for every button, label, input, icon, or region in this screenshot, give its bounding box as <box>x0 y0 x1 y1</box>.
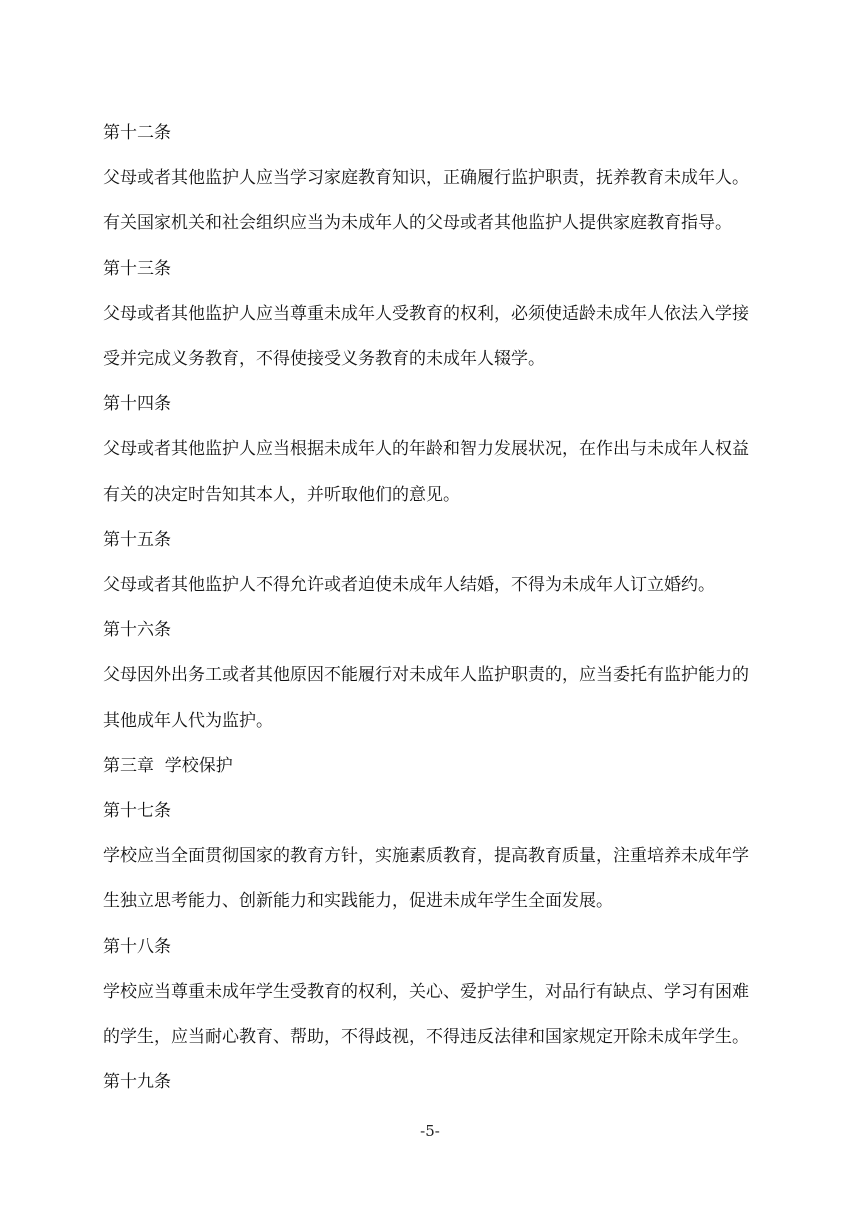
body-text-line: 学校应当尊重未成年学生受教育的权利，关心、爱护学生，对品行有缺点、学习有困难 <box>103 981 749 1002</box>
article-heading: 第十三条 <box>103 258 171 279</box>
body-text-line: 的学生，应当耐心教育、帮助，不得歧视，不得违反法律和国家规定开除未成年学生。 <box>103 1027 749 1048</box>
body-text-line: 受并完成义务教育，不得使接受义务教育的未成年人辍学。 <box>103 349 545 370</box>
article-heading: 第十五条 <box>103 529 171 550</box>
body-text-line: 有关国家机关和社会组织应当为未成年人的父母或者其他监护人提供家庭教育指导。 <box>103 213 732 234</box>
body-text-line: 父母或者其他监护人应当根据未成年人的年龄和智力发展状况，在作出与未成年人权益 <box>103 439 749 460</box>
body-text-line: 父母或者其他监护人应当尊重未成年人受教育的权利，必须使适龄未成年人依法入学接 <box>103 303 749 324</box>
article-heading: 第十四条 <box>103 394 171 415</box>
article-heading: 第十六条 <box>103 620 171 641</box>
article-heading: 第十二条 <box>103 123 171 143</box>
body-text-line: 生独立思考能力、创新能力和实践能力，促进未成年学生全面发展。 <box>103 891 613 912</box>
body-text-line: 其他成年人代为监护。 <box>103 710 273 731</box>
page-number: -5- <box>420 1122 440 1140</box>
body-text-line: 父母或者其他监护人不得允许或者迫使未成年人结婚，不得为未成年人订立婚约。 <box>103 575 715 596</box>
body-text-line: 学校应当全面贯彻国家的教育方针，实施素质教育，提高教育质量，注重培养未成年学 <box>103 846 749 867</box>
document-body <box>103 111 763 1105</box>
chapter-heading: 第三章 学校保护 <box>103 755 233 776</box>
body-text-line: 有关的决定时告知其本人，并听取他们的意见。 <box>103 484 460 505</box>
body-text-line: 父母或者其他监护人应当学习家庭教育知识，正确履行监护职责，抚养教育未成年人。 <box>103 168 749 189</box>
article-heading: 第十九条 <box>103 1072 171 1093</box>
article-heading: 第十八条 <box>103 936 171 957</box>
article-heading: 第十七条 <box>103 801 171 822</box>
body-text-line: 父母因外出务工或者其他原因不能履行对未成年人监护职责的，应当委托有监护能力的 <box>103 665 749 686</box>
